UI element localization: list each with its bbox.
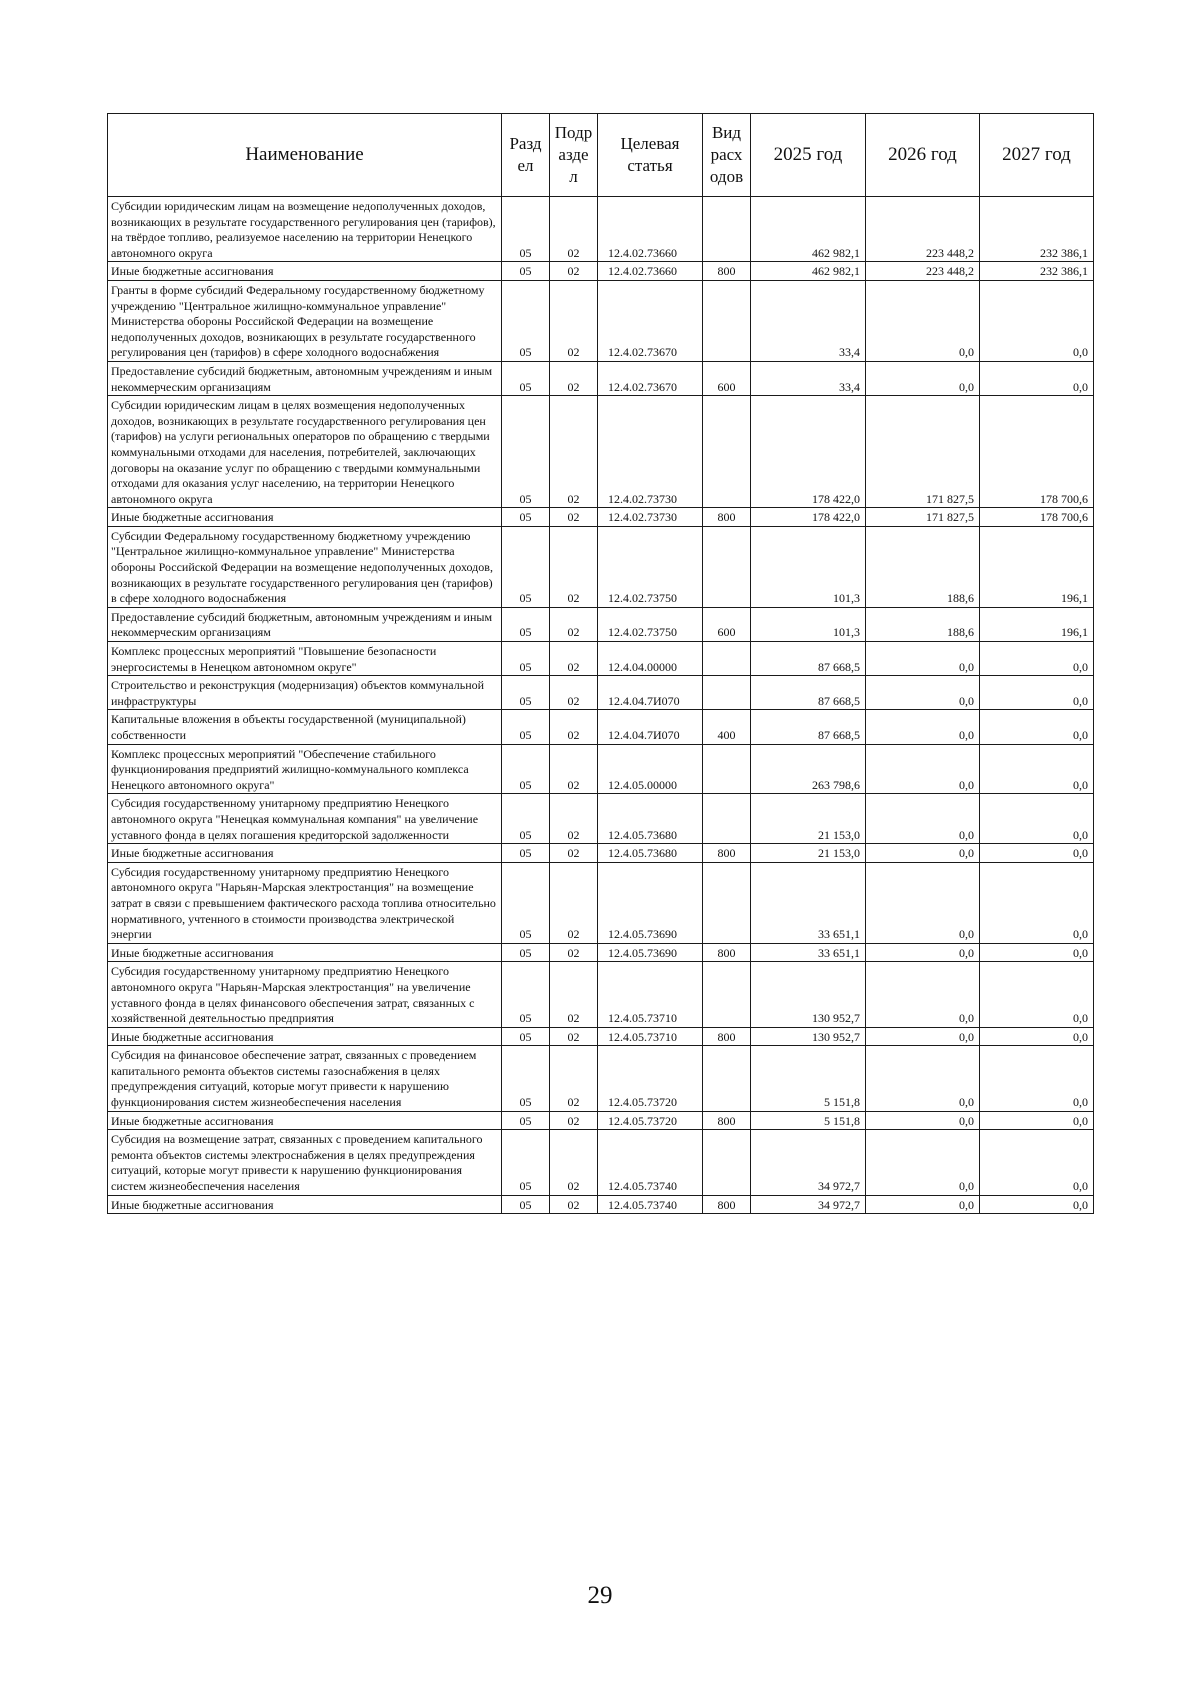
cell-target-article: 12.4.02.73750	[598, 526, 703, 607]
cell-subsection: 02	[550, 1027, 598, 1046]
cell-expense-type	[703, 676, 751, 710]
cell-section: 05	[502, 361, 550, 395]
table-row	[108, 280, 1094, 361]
cell-target-article: 12.4.05.73680	[598, 794, 703, 844]
cell-expense-type: 400	[703, 710, 751, 744]
table-row	[108, 396, 1094, 508]
table-row	[108, 1111, 1094, 1130]
cell-amount-2027: 232 386,1	[980, 197, 1094, 262]
cell-amount-2027: 0,0	[980, 943, 1094, 962]
header-section	[502, 114, 550, 197]
cell-target-article: 12.4.04.7И070	[598, 676, 703, 710]
cell-name: Гранты в форме субсидий Федеральному государственному бюджетному учреждению "Центральное жилищно-коммунальное управление" Министерства обороны Российской Федерации на возмещение недополученных доходов, возникающих в результате государственного регулирования цен (тарифов) в сфере холодного водоснабжения	[108, 280, 502, 361]
table-row	[108, 676, 1094, 710]
cell-subsection: 02	[550, 508, 598, 527]
cell-name: Комплекс процессных мероприятий "Повышение безопасности энергосистемы в Ненецком автономном округе"	[108, 642, 502, 676]
table-row	[108, 1195, 1094, 1214]
cell-name: Субсидии юридическим лицам в целях возмещения недополученных доходов, возникающих в результате государственного регулирования цен (тарифов) на услуги региональных операторов по обращению с твердыми коммунальными отходами для населения, потребителей, заключающих договоры на оказание услуг по обращению с твердыми коммунальными отходами для оказания услуг населению, на территории Ненецкого автономного округа	[108, 396, 502, 508]
cell-expense-type: 800	[703, 1027, 751, 1046]
cell-subsection: 02	[550, 794, 598, 844]
cell-amount-2025: 33,4	[751, 280, 866, 361]
cell-amount-2026: 171 827,5	[866, 508, 980, 527]
cell-section: 05	[502, 844, 550, 863]
cell-name: Капитальные вложения в объекты государственной (муниципальной) собственности	[108, 710, 502, 744]
table-row	[108, 943, 1094, 962]
cell-section: 05	[502, 262, 550, 281]
cell-name: Предоставление субсидий бюджетным, автономным учреждениям и иным некоммерческим организациям	[108, 361, 502, 395]
cell-name: Иные бюджетные ассигнования	[108, 508, 502, 527]
cell-amount-2026: 0,0	[866, 361, 980, 395]
cell-amount-2025: 130 952,7	[751, 962, 866, 1027]
cell-amount-2025: 462 982,1	[751, 262, 866, 281]
cell-name: Субсидия государственному унитарному предприятию Ненецкого автономного округа "Нарьян-Марская электростанция" на увеличение уставного фонда в целях финансового обеспечения затрат, связанных с хозяйственной деятельностью предприятия	[108, 962, 502, 1027]
cell-amount-2025: 178 422,0	[751, 508, 866, 527]
cell-expense-type: 800	[703, 1111, 751, 1130]
cell-amount-2026: 188,6	[866, 526, 980, 607]
cell-target-article: 12.4.05.00000	[598, 744, 703, 794]
cell-section: 05	[502, 676, 550, 710]
header-name: Наименование	[108, 114, 502, 197]
cell-amount-2027: 0,0	[980, 794, 1094, 844]
cell-subsection: 02	[550, 1130, 598, 1195]
cell-amount-2027: 196,1	[980, 526, 1094, 607]
cell-target-article: 12.4.05.73690	[598, 943, 703, 962]
cell-expense-type	[703, 862, 751, 943]
cell-target-article: 12.4.02.73670	[598, 280, 703, 361]
table-row	[108, 962, 1094, 1027]
table-row	[108, 1046, 1094, 1111]
cell-name: Субсидии юридическим лицам на возмещение недополученных доходов, возникающих в результате государственного регулирования цен (тарифов), на твёрдое топливо, реализуемое населению на территории Ненецкого автономного округа	[108, 197, 502, 262]
cell-section: 05	[502, 862, 550, 943]
cell-expense-type: 600	[703, 361, 751, 395]
header-year-2027: 2027 год	[980, 114, 1094, 197]
cell-expense-type	[703, 744, 751, 794]
cell-subsection: 02	[550, 642, 598, 676]
cell-target-article: 12.4.02.73670	[598, 361, 703, 395]
table-row	[108, 642, 1094, 676]
cell-amount-2025: 5 151,8	[751, 1111, 866, 1130]
cell-section: 05	[502, 1111, 550, 1130]
cell-section: 05	[502, 794, 550, 844]
cell-section: 05	[502, 1027, 550, 1046]
cell-expense-type	[703, 526, 751, 607]
cell-amount-2026: 0,0	[866, 1195, 980, 1214]
cell-section: 05	[502, 1046, 550, 1111]
cell-section: 05	[502, 642, 550, 676]
cell-section: 05	[502, 744, 550, 794]
cell-amount-2026: 0,0	[866, 280, 980, 361]
table-row	[108, 1130, 1094, 1195]
cell-subsection: 02	[550, 844, 598, 863]
cell-subsection: 02	[550, 744, 598, 794]
table-row	[108, 862, 1094, 943]
cell-amount-2026: 188,6	[866, 607, 980, 641]
cell-amount-2027: 178 700,6	[980, 508, 1094, 527]
table-row	[108, 526, 1094, 607]
cell-amount-2025: 33,4	[751, 361, 866, 395]
cell-target-article: 12.4.02.73660	[598, 262, 703, 281]
cell-target-article: 12.4.05.73690	[598, 862, 703, 943]
cell-amount-2026: 0,0	[866, 642, 980, 676]
cell-target-article: 12.4.05.73740	[598, 1195, 703, 1214]
cell-amount-2027: 232 386,1	[980, 262, 1094, 281]
cell-amount-2027: 0,0	[980, 710, 1094, 744]
cell-subsection: 02	[550, 526, 598, 607]
cell-target-article: 12.4.05.73740	[598, 1130, 703, 1195]
cell-amount-2026: 0,0	[866, 1130, 980, 1195]
cell-name: Предоставление субсидий бюджетным, автономным учреждениям и иным некоммерческим организациям	[108, 607, 502, 641]
cell-amount-2025: 34 972,7	[751, 1195, 866, 1214]
cell-amount-2026: 0,0	[866, 676, 980, 710]
cell-expense-type	[703, 642, 751, 676]
cell-expense-type	[703, 962, 751, 1027]
cell-expense-type	[703, 1046, 751, 1111]
cell-amount-2026: 0,0	[866, 1111, 980, 1130]
header-subsection-label: Подр азде л	[554, 123, 593, 186]
cell-amount-2026: 0,0	[866, 962, 980, 1027]
cell-name: Иные бюджетные ассигнования	[108, 1027, 502, 1046]
cell-subsection: 02	[550, 943, 598, 962]
cell-section: 05	[502, 607, 550, 641]
cell-subsection: 02	[550, 280, 598, 361]
cell-amount-2026: 0,0	[866, 794, 980, 844]
budget-table	[107, 113, 1094, 1214]
cell-amount-2025: 87 668,5	[751, 642, 866, 676]
cell-target-article: 12.4.05.73680	[598, 844, 703, 863]
cell-amount-2025: 130 952,7	[751, 1027, 866, 1046]
cell-amount-2026: 0,0	[866, 862, 980, 943]
cell-amount-2027: 0,0	[980, 1027, 1094, 1046]
cell-amount-2025: 33 651,1	[751, 862, 866, 943]
cell-amount-2027: 196,1	[980, 607, 1094, 641]
cell-expense-type	[703, 794, 751, 844]
cell-section: 05	[502, 962, 550, 1027]
cell-expense-type	[703, 1130, 751, 1195]
cell-name: Субсидия на возмещение затрат, связанных с проведением капитального ремонта объектов системы электроснабжения в целях предупреждения ситуаций, которые могут привести к нарушению функционирования систем жизнеобеспечения населения	[108, 1130, 502, 1195]
cell-amount-2025: 5 151,8	[751, 1046, 866, 1111]
cell-target-article: 12.4.05.73720	[598, 1046, 703, 1111]
cell-amount-2026: 0,0	[866, 943, 980, 962]
header-expense-type	[703, 114, 751, 197]
cell-target-article: 12.4.05.73710	[598, 962, 703, 1027]
cell-amount-2027: 178 700,6	[980, 396, 1094, 508]
cell-subsection: 02	[550, 1111, 598, 1130]
table-row	[108, 1027, 1094, 1046]
header-subsection	[550, 114, 598, 197]
cell-target-article: 12.4.04.00000	[598, 642, 703, 676]
table-row	[108, 844, 1094, 863]
cell-expense-type: 800	[703, 943, 751, 962]
cell-expense-type	[703, 197, 751, 262]
cell-amount-2025: 21 153,0	[751, 844, 866, 863]
cell-amount-2026: 0,0	[866, 710, 980, 744]
cell-expense-type	[703, 280, 751, 361]
cell-section: 05	[502, 197, 550, 262]
cell-subsection: 02	[550, 262, 598, 281]
header-section-label: Разд ел	[509, 134, 542, 175]
cell-amount-2027: 0,0	[980, 676, 1094, 710]
header-target-article-label: Целевая статья	[620, 134, 680, 175]
cell-name: Иные бюджетные ассигнования	[108, 262, 502, 281]
cell-amount-2025: 87 668,5	[751, 710, 866, 744]
cell-expense-type: 800	[703, 262, 751, 281]
cell-amount-2026: 0,0	[866, 1027, 980, 1046]
cell-amount-2026: 223 448,2	[866, 262, 980, 281]
cell-section: 05	[502, 1130, 550, 1195]
table-row	[108, 361, 1094, 395]
cell-name: Комплекс процессных мероприятий "Обеспечение стабильного функционирования предприятий жилищно-коммунального комплекса Ненецкого автономного округа"	[108, 744, 502, 794]
table-row	[108, 710, 1094, 744]
cell-name: Иные бюджетные ассигнования	[108, 844, 502, 863]
cell-name: Субсидия государственному унитарному предприятию Ненецкого автономного округа "Нарьян-Марская электростанция" на возмещение затрат в связи с превышением фактического расхода топлива относительно нормативного, учтенного в стоимости производства электрической энергии	[108, 862, 502, 943]
cell-expense-type	[703, 396, 751, 508]
cell-amount-2025: 101,3	[751, 526, 866, 607]
cell-amount-2027: 0,0	[980, 280, 1094, 361]
cell-expense-type: 800	[703, 1195, 751, 1214]
cell-subsection: 02	[550, 361, 598, 395]
cell-amount-2026: 0,0	[866, 744, 980, 794]
cell-expense-type: 800	[703, 508, 751, 527]
cell-subsection: 02	[550, 607, 598, 641]
cell-amount-2027: 0,0	[980, 361, 1094, 395]
cell-amount-2025: 21 153,0	[751, 794, 866, 844]
cell-subsection: 02	[550, 962, 598, 1027]
cell-subsection: 02	[550, 1195, 598, 1214]
cell-amount-2027: 0,0	[980, 962, 1094, 1027]
cell-section: 05	[502, 508, 550, 527]
cell-amount-2027: 0,0	[980, 1195, 1094, 1214]
table-header-row	[108, 114, 1094, 197]
cell-target-article: 12.4.02.73660	[598, 197, 703, 262]
cell-subsection: 02	[550, 1046, 598, 1111]
cell-expense-type: 800	[703, 844, 751, 863]
cell-amount-2025: 33 651,1	[751, 943, 866, 962]
cell-amount-2026: 0,0	[866, 1046, 980, 1111]
cell-name: Субсидии Федеральному государственному бюджетному учреждению "Центральное жилищно-коммунальное управление" Министерства обороны Российской Федерации на возмещение недополученных доходов, возникающих в результате государственного регулирования цен (тарифов) в сфере холодного водоснабжения	[108, 526, 502, 607]
cell-section: 05	[502, 396, 550, 508]
cell-name: Строительство и реконструкция (модернизация) объектов коммунальной инфраструктуры	[108, 676, 502, 710]
cell-amount-2025: 178 422,0	[751, 396, 866, 508]
cell-amount-2026: 223 448,2	[866, 197, 980, 262]
cell-target-article: 12.4.05.73710	[598, 1027, 703, 1046]
cell-amount-2027: 0,0	[980, 642, 1094, 676]
cell-subsection: 02	[550, 710, 598, 744]
cell-name: Субсидия на финансовое обеспечение затрат, связанных с проведением капитального ремонта объектов системы газоснабжения в целях предупреждения ситуаций, которые могут привести к нарушению функционирования систем жизнеобеспечения населения	[108, 1046, 502, 1111]
cell-section: 05	[502, 1195, 550, 1214]
cell-amount-2026: 171 827,5	[866, 396, 980, 508]
cell-name: Иные бюджетные ассигнования	[108, 1111, 502, 1130]
cell-amount-2027: 0,0	[980, 862, 1094, 943]
cell-target-article: 12.4.04.7И070	[598, 710, 703, 744]
table-row	[108, 262, 1094, 281]
cell-name: Субсидия государственному унитарному предприятию Ненецкого автономного округа "Ненецкая коммунальная компания" на увеличение уставного фонда в целях погашения кредиторской задолженности	[108, 794, 502, 844]
table-row	[108, 744, 1094, 794]
cell-target-article: 12.4.02.73750	[598, 607, 703, 641]
table-row	[108, 508, 1094, 527]
cell-amount-2025: 101,3	[751, 607, 866, 641]
cell-name: Иные бюджетные ассигнования	[108, 943, 502, 962]
table-body	[108, 197, 1094, 1214]
cell-amount-2027: 0,0	[980, 1111, 1094, 1130]
cell-amount-2027: 0,0	[980, 744, 1094, 794]
cell-target-article: 12.4.02.73730	[598, 508, 703, 527]
header-expense-type-label: Вид расх одов	[709, 123, 744, 186]
header-year-2026: 2026 год	[866, 114, 980, 197]
cell-amount-2025: 263 798,6	[751, 744, 866, 794]
cell-target-article: 12.4.02.73730	[598, 396, 703, 508]
table-row	[108, 197, 1094, 262]
cell-subsection: 02	[550, 396, 598, 508]
cell-amount-2025: 462 982,1	[751, 197, 866, 262]
page-number: 29	[587, 1582, 613, 1609]
cell-name: Иные бюджетные ассигнования	[108, 1195, 502, 1214]
cell-amount-2026: 0,0	[866, 844, 980, 863]
cell-amount-2027: 0,0	[980, 844, 1094, 863]
cell-section: 05	[502, 526, 550, 607]
cell-target-article: 12.4.05.73720	[598, 1111, 703, 1130]
cell-section: 05	[502, 710, 550, 744]
cell-subsection: 02	[550, 862, 598, 943]
cell-expense-type: 600	[703, 607, 751, 641]
header-target-article	[598, 114, 703, 197]
cell-amount-2025: 87 668,5	[751, 676, 866, 710]
header-year-2025: 2025 год	[751, 114, 866, 197]
cell-subsection: 02	[550, 676, 598, 710]
cell-amount-2027: 0,0	[980, 1130, 1094, 1195]
cell-amount-2027: 0,0	[980, 1046, 1094, 1111]
cell-section: 05	[502, 280, 550, 361]
table-row	[108, 607, 1094, 641]
cell-section: 05	[502, 943, 550, 962]
table-row	[108, 794, 1094, 844]
cell-amount-2025: 34 972,7	[751, 1130, 866, 1195]
cell-subsection: 02	[550, 197, 598, 262]
